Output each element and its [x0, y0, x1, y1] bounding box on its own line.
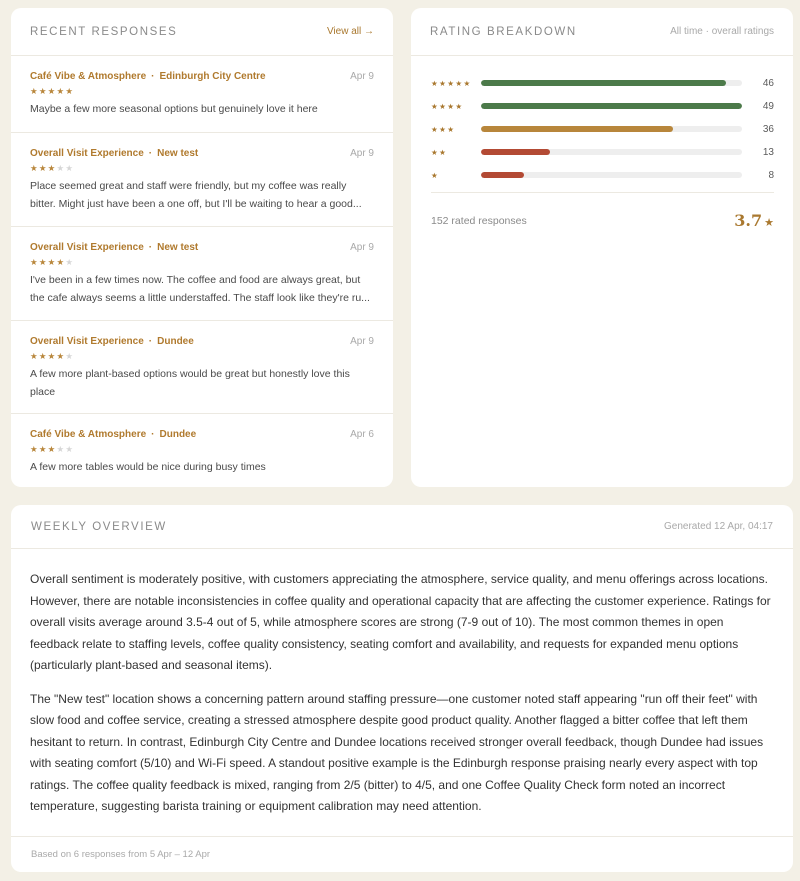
- rating-stars-label: ★★★★★: [431, 78, 472, 88]
- rating-breakdown-header: [411, 8, 793, 56]
- recent-responses-title: RECENT RESPONSES: [30, 25, 178, 38]
- response-item[interactable]: [11, 321, 393, 414]
- star-icon: ★: [38, 257, 48, 267]
- star-icon: ★: [30, 444, 39, 454]
- response-form: Café Vibe & Atmosphere: [30, 70, 147, 82]
- star-icon: ★: [47, 86, 57, 96]
- overview-paragraph: Overall sentiment is moderately positive, with customers appreciating the atmosphere, service quality, and menu offerings across locations. However, there are notable inconsistencies in coffee quality and operational capacity that are affecting the customer experience. Ratings for overall visits average around 3.5-4 out of 5, while atmosphere scores are strong (7-9 out of 10). The most common themes in open feedback relate to staffing levels, coffee quality consistency, seating comfort and availability, and requests for expanded menu options (particularly plant-based and seasonal items).: [30, 572, 771, 672]
- recent-responses-header: [11, 8, 393, 56]
- rating-bar-fill: [481, 172, 524, 178]
- star-icon: ★: [56, 351, 66, 361]
- rating-bar-fill: [481, 103, 742, 109]
- response-location: Dundee: [159, 428, 197, 440]
- response-location: Edinburgh City Centre: [159, 70, 266, 82]
- response-form: Café Vibe & Atmosphere: [30, 428, 147, 440]
- separator-dot: ·: [148, 147, 153, 159]
- star-icon: ★: [56, 444, 66, 454]
- star-icon: ★: [38, 351, 48, 361]
- rating-count: 8: [768, 169, 774, 181]
- rating-count: 46: [762, 77, 774, 89]
- response-location: Dundee: [157, 335, 194, 347]
- weekly-overview-header: [11, 505, 793, 549]
- weekly-overview-card: [11, 505, 793, 872]
- response-form: Overall Visit Experience: [30, 335, 144, 347]
- rating-breakdown-title: RATING BREAKDOWN: [430, 25, 577, 38]
- response-text: Maybe a few more seasonal options but genuinely love it here: [30, 103, 318, 115]
- response-rating: [30, 255, 374, 269]
- star-icon: ★: [764, 216, 774, 229]
- separator-dot: ·: [151, 70, 155, 82]
- response-rating: [30, 349, 374, 363]
- response-text: A few more plant-based options would be great but honestly love this place: [30, 368, 350, 398]
- rating-bar-row: [431, 145, 774, 159]
- response-text: Place seemed great and staff were friendly, but my coffee was really bitter. Might just have been a one off, but I'll be waiting to hear a good...: [30, 180, 362, 210]
- star-icon: ★: [65, 257, 75, 267]
- star-icon: ★: [30, 257, 39, 267]
- response-rating: [30, 442, 374, 456]
- rating-breakdown-card: [411, 8, 793, 487]
- generated-timestamp: Generated 12 Apr, 04:17: [664, 521, 773, 532]
- star-icon: ★: [65, 163, 75, 173]
- rating-stars-label: ★★★: [431, 124, 456, 134]
- star-icon: ★: [47, 351, 57, 361]
- weekly-overview-footer: Based on 6 responses from 5 Apr – 12 Apr: [31, 848, 211, 860]
- response-source: [30, 242, 198, 253]
- rating-bar-row: [431, 99, 774, 113]
- responses-list: [11, 56, 393, 487]
- response-date: Apr 9: [350, 70, 374, 82]
- response-date: Apr 9: [350, 147, 374, 159]
- star-icon: ★: [65, 444, 75, 454]
- separator-dot: ·: [148, 241, 153, 253]
- recent-responses-card: [11, 8, 393, 487]
- rating-bar-fill: [481, 126, 673, 132]
- rating-bar-row: [431, 168, 774, 182]
- star-icon: ★: [30, 163, 39, 173]
- response-rating: [30, 161, 374, 175]
- star-icon: ★: [38, 444, 48, 454]
- rating-bar-row: [431, 76, 774, 90]
- view-all-link[interactable]: View all →: [326, 26, 374, 37]
- rating-stars-label: ★★★★: [431, 101, 464, 111]
- rating-stars-label: ★: [431, 170, 440, 180]
- response-source: [30, 336, 194, 347]
- rating-bar-track: [481, 149, 742, 155]
- weekly-overview-title: WEEKLY OVERVIEW: [31, 520, 167, 533]
- rating-breakdown-meta: All time · overall ratings: [670, 26, 774, 37]
- response-rating: [30, 84, 374, 98]
- overview-paragraph: The "New test" location shows a concerning pattern around staffing pressure—one customer noted staff appearing "run off their feet" with slow food and coffee service, creating a stressed atmosphere despite good product quality. Another flagged a bitter coffee that left them hesitant to return. In contrast, Edinburgh City Centre and Dundee locations received stronger overall feedback, though Dundee had issues with seating comfort (5/10) and Wi-Fi speed. A standout positive example is the Edinburgh response praising nearly every aspect with top ratings. The coffee quality feedback is mixed, ranging from 2/5 (bitter) to 4/5, and one Coffee Quality Check form noted an incorrect temperature, suggesting barista training or equipment calibration may need attention.: [30, 691, 764, 813]
- star-icon: ★: [47, 257, 57, 267]
- rating-bar-track: [481, 80, 742, 86]
- response-date: Apr 9: [350, 335, 374, 347]
- response-date: Apr 9: [350, 241, 374, 253]
- star-icon: ★: [56, 86, 66, 96]
- response-text: I've been in a few times now. The coffee and food are always great, but the cafe always seems a little understaffed. The staff look like they're ru...: [30, 274, 370, 304]
- star-icon: ★: [65, 351, 75, 361]
- rating-count: 36: [762, 123, 774, 135]
- response-source: [30, 71, 266, 82]
- rating-bar-track: [481, 103, 742, 109]
- rating-bar-track: [481, 126, 742, 132]
- response-source: [30, 148, 198, 159]
- star-icon: ★: [56, 257, 66, 267]
- star-icon: ★: [30, 86, 39, 96]
- separator-dot: ·: [151, 428, 155, 440]
- rating-count: 13: [762, 146, 774, 158]
- star-icon: ★: [38, 163, 48, 173]
- average-rating-value: 3.7: [734, 210, 763, 230]
- response-item[interactable]: [11, 133, 393, 227]
- rating-bar-fill: [481, 80, 726, 86]
- response-text: A few more tables would be nice during busy times: [30, 461, 266, 473]
- separator-dot: ·: [148, 335, 153, 347]
- response-item[interactable]: [11, 56, 393, 133]
- average-rating: [734, 211, 774, 231]
- star-icon: ★: [30, 351, 39, 361]
- response-item[interactable]: [11, 414, 393, 487]
- rating-summary: [431, 192, 774, 248]
- star-icon: ★: [65, 86, 75, 96]
- response-location: New test: [157, 241, 199, 253]
- rating-stars-label: ★★: [431, 147, 448, 157]
- weekly-overview-body: [11, 549, 793, 837]
- star-icon: ★: [38, 86, 48, 96]
- rating-bar-row: [431, 122, 774, 136]
- response-location: New test: [157, 147, 199, 159]
- response-item[interactable]: [11, 227, 393, 321]
- rating-bar-fill: [481, 149, 550, 155]
- rated-responses-count: 152 rated responses: [431, 214, 527, 227]
- response-source: [30, 429, 196, 440]
- star-icon: ★: [56, 163, 66, 173]
- response-date: Apr 6: [350, 428, 374, 440]
- rating-bar-track: [481, 172, 742, 178]
- star-icon: ★: [47, 163, 57, 173]
- response-form: Overall Visit Experience: [30, 147, 144, 159]
- response-form: Overall Visit Experience: [30, 241, 144, 253]
- rating-count: 49: [762, 100, 774, 112]
- star-icon: ★: [47, 444, 57, 454]
